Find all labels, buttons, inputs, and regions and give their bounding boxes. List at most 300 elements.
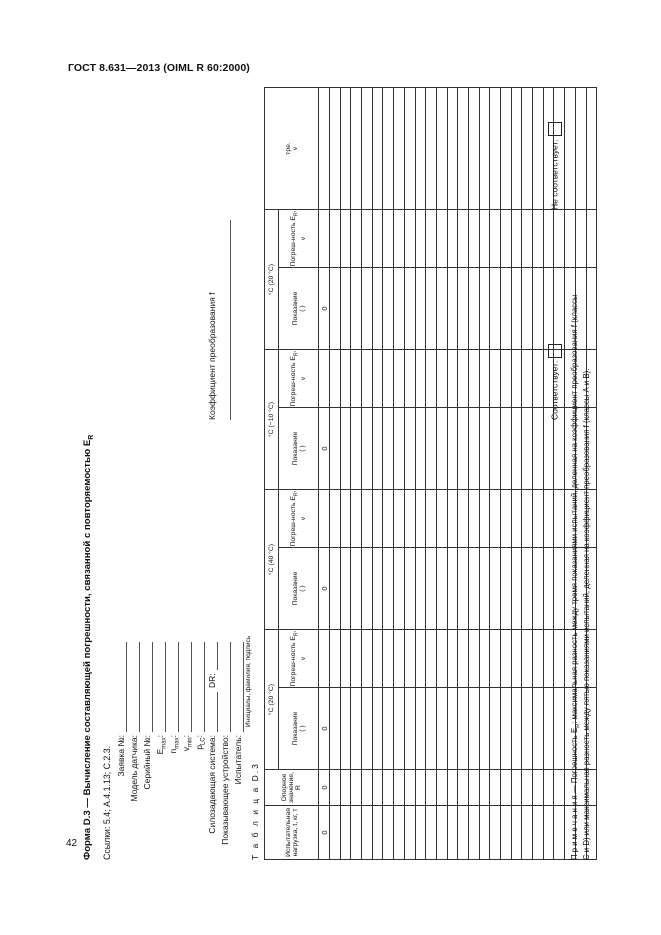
table-cell[interactable] (351, 630, 362, 688)
table-row (351, 88, 362, 860)
table-cell[interactable] (511, 408, 522, 490)
table-cell[interactable] (522, 490, 533, 548)
nmax-line[interactable] (178, 642, 179, 732)
table-cell[interactable] (490, 350, 501, 408)
table-cell[interactable] (543, 548, 554, 630)
table-cell[interactable] (383, 408, 394, 490)
table-cell[interactable] (543, 688, 554, 770)
table-cell[interactable] (372, 350, 383, 408)
table-cell[interactable] (404, 806, 415, 860)
emax-symbol: E (155, 748, 165, 755)
table-cell[interactable] (533, 770, 544, 806)
table-cell[interactable] (479, 548, 490, 630)
table-cell[interactable] (426, 88, 437, 210)
table-cell[interactable] (319, 88, 330, 210)
table-cell[interactable] (458, 210, 469, 268)
group-header-1: °C (20 °C) (265, 630, 279, 770)
vmin-label: $v_{min}$: (181, 735, 194, 752)
table-cell[interactable] (554, 806, 565, 860)
table-cell[interactable] (415, 770, 426, 806)
table-cell[interactable] (436, 408, 447, 490)
table-cell[interactable]: 0 (319, 548, 330, 630)
table-cell[interactable] (522, 350, 533, 408)
table-cell[interactable] (404, 548, 415, 630)
table-cell[interactable] (522, 88, 533, 210)
error-unit: , v (290, 490, 307, 521)
table-row (415, 88, 426, 860)
table-cell[interactable] (501, 88, 512, 210)
table-cell[interactable] (501, 770, 512, 806)
table-cell[interactable] (458, 88, 469, 210)
table-cell[interactable] (511, 268, 522, 350)
table-cell[interactable] (468, 806, 479, 860)
table-cell[interactable] (436, 350, 447, 408)
table-cell[interactable] (468, 210, 479, 268)
table-cell[interactable] (490, 806, 501, 860)
plc-line[interactable] (204, 642, 205, 732)
table-cell[interactable] (436, 268, 447, 350)
table-cell[interactable] (340, 806, 351, 860)
force-system-line[interactable] (217, 692, 218, 732)
table-cell[interactable] (394, 548, 405, 630)
table-cell[interactable] (372, 408, 383, 490)
table-cell[interactable] (383, 688, 394, 770)
table-cell[interactable] (501, 688, 512, 770)
table-cell[interactable] (362, 770, 373, 806)
table-cell[interactable] (586, 88, 597, 210)
table-cell[interactable] (533, 688, 544, 770)
table-cell[interactable] (383, 630, 394, 688)
table-cell[interactable] (404, 770, 415, 806)
table-cell[interactable] (426, 770, 437, 806)
document-header: ГОСТ 8.631—2013 (OIML R 60:2000) (68, 62, 250, 74)
table-cell[interactable] (511, 630, 522, 688)
table-cell[interactable] (426, 268, 437, 350)
table-cell[interactable] (340, 770, 351, 806)
table-cell[interactable] (565, 210, 576, 268)
table-cell[interactable] (372, 490, 383, 548)
table-cell[interactable] (340, 630, 351, 688)
table-cell[interactable] (458, 630, 469, 688)
group-header-4: °C (20 °C) (265, 210, 279, 350)
table-cell[interactable] (533, 210, 544, 268)
table-cell[interactable] (501, 490, 512, 548)
table-cell[interactable] (479, 210, 490, 268)
table-cell[interactable] (351, 688, 362, 770)
table-cell[interactable] (468, 630, 479, 688)
table-cell[interactable] (447, 210, 458, 268)
table-cell[interactable] (351, 408, 362, 490)
table-cell[interactable] (372, 770, 383, 806)
serial-label: Серийный №: (142, 735, 152, 790)
table-cell[interactable] (436, 210, 447, 268)
table-cell[interactable] (479, 88, 490, 210)
indicator-line[interactable] (230, 642, 231, 732)
table-cell[interactable] (404, 490, 415, 548)
table-cell[interactable] (468, 548, 479, 630)
table-cell[interactable] (447, 268, 458, 350)
table-cell[interactable] (468, 268, 479, 350)
table-cell[interactable] (362, 268, 373, 350)
table-cell[interactable] (351, 210, 362, 268)
table-row (372, 88, 383, 860)
table-cell[interactable] (404, 210, 415, 268)
table-cell[interactable] (319, 490, 330, 548)
table-cell[interactable] (554, 268, 565, 350)
table-cell[interactable] (586, 268, 597, 350)
table-cell[interactable] (522, 408, 533, 490)
serial-line[interactable] (152, 642, 153, 732)
note-line-1a: П р и м е ч а н и я — Погрешность E (570, 727, 579, 860)
table-cell[interactable] (554, 770, 565, 806)
table-cell[interactable] (490, 630, 501, 688)
table-cell[interactable] (415, 210, 426, 268)
table-cell[interactable] (479, 688, 490, 770)
table-cell[interactable] (468, 88, 479, 210)
table-cell[interactable] (501, 548, 512, 630)
verdict-fail-label: Не соответствует: (549, 139, 560, 210)
table-cell[interactable] (394, 408, 405, 490)
table-cell[interactable] (479, 806, 490, 860)
table-cell[interactable] (404, 408, 415, 490)
table-cell[interactable] (522, 688, 533, 770)
table-cell[interactable] (340, 490, 351, 548)
table-cell[interactable] (522, 268, 533, 350)
table-cell[interactable]: 0 (319, 770, 330, 806)
reading-unit: ( ) (298, 445, 306, 452)
table-cell[interactable] (468, 490, 479, 548)
table-cell[interactable] (458, 490, 469, 548)
table-cell[interactable] (458, 548, 469, 630)
table-cell[interactable] (501, 630, 512, 688)
table-cell[interactable] (394, 770, 405, 806)
table-cell[interactable] (575, 88, 586, 210)
table-cell[interactable] (383, 350, 394, 408)
table-cell[interactable] (554, 210, 565, 268)
table-cell[interactable] (426, 688, 437, 770)
table-cell[interactable] (479, 350, 490, 408)
table-cell[interactable] (458, 806, 469, 860)
table-cell[interactable] (501, 210, 512, 268)
table-row (522, 88, 533, 860)
table-cell[interactable] (575, 210, 586, 268)
table-cell[interactable] (330, 630, 341, 688)
table-cell[interactable] (330, 350, 341, 408)
table-cell[interactable] (319, 210, 330, 268)
table-cell[interactable] (394, 688, 405, 770)
table-cell[interactable] (436, 770, 447, 806)
table-cell[interactable]: 0 (319, 806, 330, 860)
table-cell[interactable] (436, 630, 447, 688)
table-cell[interactable] (415, 88, 426, 210)
table-cell[interactable] (436, 688, 447, 770)
table-cell[interactable] (383, 210, 394, 268)
table-cell[interactable] (340, 548, 351, 630)
table-cell[interactable] (511, 490, 522, 548)
table-cell[interactable] (415, 408, 426, 490)
table-cell[interactable] (490, 548, 501, 630)
table-cell[interactable] (458, 350, 469, 408)
table-cell[interactable] (479, 408, 490, 490)
table-cell[interactable] (511, 548, 522, 630)
vmin-sub: min (187, 737, 194, 748)
table-cell[interactable] (330, 806, 341, 860)
table-cell[interactable] (383, 268, 394, 350)
table-cell[interactable] (404, 630, 415, 688)
table-cell[interactable] (394, 630, 405, 688)
table-cell[interactable] (543, 770, 554, 806)
vmin-line[interactable] (191, 642, 192, 732)
reading-text: Показание (291, 711, 299, 746)
table-cell[interactable] (394, 490, 405, 548)
form-title (82, 435, 95, 860)
table-cell[interactable] (426, 548, 437, 630)
tester-line[interactable] (243, 642, 244, 732)
table-cell[interactable] (565, 88, 576, 210)
table-cell[interactable] (362, 548, 373, 630)
table-cell[interactable] (340, 408, 351, 490)
dr-line[interactable] (217, 642, 218, 670)
table-cell[interactable] (426, 806, 437, 860)
table-cell[interactable] (362, 408, 373, 490)
emax-line[interactable] (165, 642, 166, 732)
table-cell[interactable] (501, 350, 512, 408)
table-cell[interactable] (426, 408, 437, 490)
table-cell[interactable] (511, 806, 522, 860)
table-cell[interactable] (511, 210, 522, 268)
table-cell[interactable] (490, 688, 501, 770)
table-cell[interactable] (351, 770, 362, 806)
table-cell[interactable] (533, 630, 544, 688)
error-sub: R (293, 492, 300, 497)
table-cell[interactable] (543, 268, 554, 350)
table-cell[interactable] (415, 350, 426, 408)
table-cell[interactable] (383, 88, 394, 210)
table-cell[interactable] (501, 806, 512, 860)
table-cell[interactable] (490, 268, 501, 350)
reading-header-2 (279, 548, 319, 630)
table-cell[interactable] (426, 210, 437, 268)
table-cell[interactable] (554, 630, 565, 688)
table-cell[interactable] (447, 688, 458, 770)
error-text: Погреш-ность E (290, 636, 298, 687)
plc-symbol: p (194, 745, 204, 750)
table-cell[interactable] (362, 490, 373, 548)
table-cell[interactable] (543, 630, 554, 688)
table-cell[interactable] (415, 630, 426, 688)
table-cell[interactable] (511, 350, 522, 408)
table-cell[interactable] (436, 490, 447, 548)
table-cell[interactable] (458, 770, 469, 806)
table-cell[interactable] (436, 88, 447, 210)
table-cell[interactable] (468, 350, 479, 408)
table-cell[interactable] (447, 770, 458, 806)
table-cell[interactable] (372, 548, 383, 630)
table-cell[interactable] (447, 350, 458, 408)
table-cell[interactable] (351, 490, 362, 548)
table-cell[interactable] (340, 210, 351, 268)
table-cell[interactable] (426, 490, 437, 548)
application-line[interactable] (126, 642, 127, 732)
table-cell[interactable]: 0 (319, 408, 330, 490)
coefficient-line[interactable] (230, 220, 231, 420)
table-cell[interactable] (340, 688, 351, 770)
table-cell[interactable] (372, 806, 383, 860)
table-cell[interactable] (319, 350, 330, 408)
table-cell[interactable] (554, 688, 565, 770)
force-system-label: Силозадающая система: (207, 735, 217, 834)
table-cell[interactable] (479, 268, 490, 350)
table-cell[interactable] (394, 350, 405, 408)
table-cell[interactable] (330, 268, 341, 350)
table-cell[interactable] (522, 548, 533, 630)
table-cell[interactable] (479, 490, 490, 548)
table-row (447, 88, 458, 860)
table-cell[interactable] (372, 88, 383, 210)
table-cell[interactable] (468, 770, 479, 806)
table-cell[interactable] (468, 688, 479, 770)
table-cell[interactable] (415, 688, 426, 770)
table-cell[interactable] (447, 490, 458, 548)
table-cell[interactable] (426, 630, 437, 688)
table-cell[interactable] (330, 408, 341, 490)
col-last-text: тре. (284, 142, 292, 155)
table-cell[interactable] (351, 350, 362, 408)
table-cell[interactable] (330, 210, 341, 268)
table-cell[interactable] (362, 688, 373, 770)
table-cell[interactable] (415, 268, 426, 350)
table-cell[interactable] (394, 268, 405, 350)
table-cell[interactable] (436, 806, 447, 860)
table-cell[interactable] (330, 688, 341, 770)
table-cell[interactable] (533, 408, 544, 490)
table-cell[interactable] (404, 350, 415, 408)
table-cell[interactable] (372, 268, 383, 350)
table-cell[interactable] (351, 806, 362, 860)
table-cell[interactable]: 0 (319, 268, 330, 350)
table-row (340, 88, 351, 860)
table-cell[interactable] (533, 88, 544, 210)
table-cell[interactable] (372, 630, 383, 688)
table-cell[interactable] (415, 806, 426, 860)
table-cell[interactable] (330, 770, 341, 806)
table-cell[interactable] (362, 350, 373, 408)
signature-caption: Инициалы, фамилия, подпись (245, 635, 252, 727)
sensor-model-line[interactable] (139, 642, 140, 732)
table-cell[interactable] (447, 806, 458, 860)
table-cell[interactable] (351, 88, 362, 210)
table-cell[interactable] (447, 88, 458, 210)
nmax-symbol: n (168, 748, 178, 754)
table-cell[interactable] (533, 548, 544, 630)
table-cell[interactable] (490, 770, 501, 806)
table-cell[interactable] (479, 630, 490, 688)
table-cell[interactable] (522, 770, 533, 806)
table-row (362, 88, 373, 860)
table-cell[interactable] (426, 350, 437, 408)
table-cell[interactable] (511, 770, 522, 806)
table-cell[interactable] (404, 88, 415, 210)
table-cell[interactable] (468, 408, 479, 490)
table-cell[interactable] (511, 88, 522, 210)
table-cell[interactable] (458, 688, 469, 770)
table-cell[interactable] (340, 350, 351, 408)
table-cell[interactable] (533, 268, 544, 350)
table-cell[interactable] (533, 806, 544, 860)
table-cell[interactable] (415, 490, 426, 548)
table-cell[interactable] (383, 548, 394, 630)
table-cell[interactable] (533, 490, 544, 548)
table-cell[interactable] (351, 548, 362, 630)
verdict-pass-checkbox[interactable] (548, 344, 562, 358)
table-cell[interactable] (394, 210, 405, 268)
table-cell[interactable] (383, 770, 394, 806)
table-cell[interactable] (447, 630, 458, 688)
table-cell[interactable] (436, 548, 447, 630)
table-cell[interactable] (533, 350, 544, 408)
table-cell[interactable] (330, 88, 341, 210)
table-cell[interactable] (415, 548, 426, 630)
table-cell[interactable] (490, 490, 501, 548)
table-cell[interactable] (340, 268, 351, 350)
table-cell[interactable] (404, 268, 415, 350)
table-row (501, 88, 512, 860)
table-cell[interactable] (490, 408, 501, 490)
table-cell[interactable] (543, 210, 554, 268)
table-cell[interactable] (394, 88, 405, 210)
table-cell[interactable] (490, 210, 501, 268)
form-title-sub: R (87, 434, 95, 440)
table-cell[interactable] (362, 210, 373, 268)
table-cell[interactable] (362, 806, 373, 860)
table-cell[interactable] (490, 88, 501, 210)
verdict-fail-checkbox[interactable] (548, 122, 562, 136)
table-cell[interactable]: 0 (319, 688, 330, 770)
table-cell[interactable] (383, 490, 394, 548)
table-cell[interactable] (447, 548, 458, 630)
table-cell[interactable] (522, 630, 533, 688)
table-cell[interactable] (511, 688, 522, 770)
table-row (511, 88, 522, 860)
table-cell[interactable] (447, 408, 458, 490)
table-cell[interactable] (394, 806, 405, 860)
table-cell[interactable] (501, 268, 512, 350)
table-cell[interactable] (319, 630, 330, 688)
table-cell[interactable] (479, 770, 490, 806)
table-cell[interactable] (404, 688, 415, 770)
reading-text: Показание (291, 431, 299, 466)
table-cell[interactable] (554, 548, 565, 630)
table-cell[interactable] (362, 630, 373, 688)
table-cell[interactable] (351, 268, 362, 350)
table-cell[interactable] (543, 490, 554, 548)
table-cell[interactable] (458, 268, 469, 350)
table-cell[interactable] (372, 210, 383, 268)
table-cell[interactable] (330, 548, 341, 630)
table-cell[interactable] (522, 210, 533, 268)
table-cell[interactable] (522, 806, 533, 860)
table-cell[interactable] (362, 88, 373, 210)
table-cell[interactable] (330, 490, 341, 548)
table-cell[interactable] (586, 210, 597, 268)
table-cell[interactable] (340, 88, 351, 210)
table-cell[interactable] (543, 806, 554, 860)
table-cell[interactable] (372, 688, 383, 770)
table-cell[interactable] (458, 408, 469, 490)
table-cell[interactable] (554, 490, 565, 548)
table-cell[interactable] (501, 408, 512, 490)
table-cell[interactable] (383, 806, 394, 860)
